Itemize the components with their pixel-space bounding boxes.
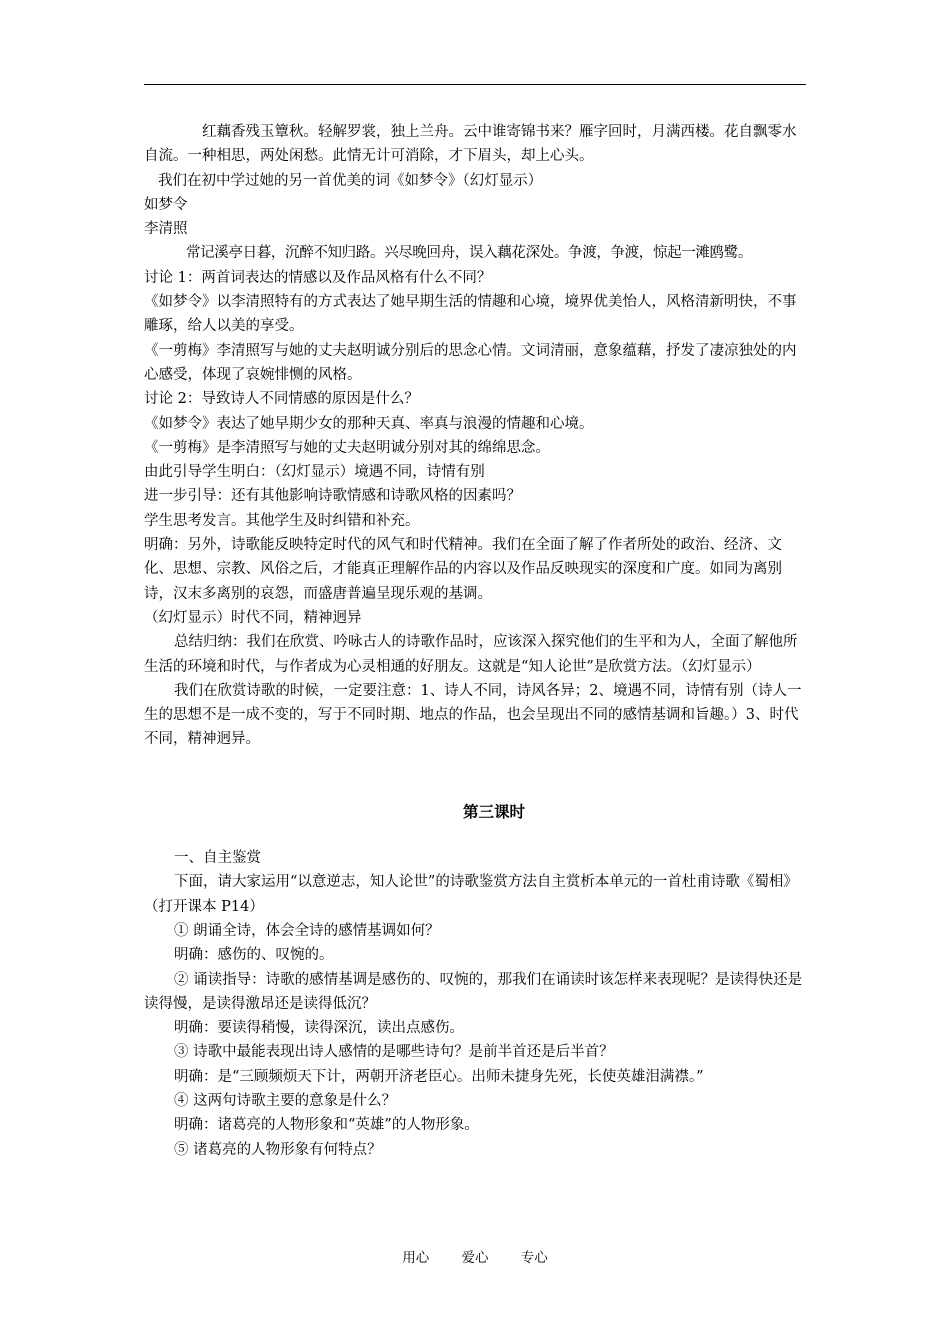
paragraph-a3: 明确：是“三顾频烦天下计，两朝开济老臣心。出师未捷身先死，长使英雄泪满襟。” bbox=[174, 1068, 704, 1085]
paragraph-q5: ⑤ 诸葛亮的人物形象有何特点？ bbox=[174, 1141, 382, 1158]
header-rule bbox=[144, 84, 806, 85]
paragraph-answer-2a: 《如梦令》表达了她早期少女的那种天真、率真与浪漫的情趣和心境。 bbox=[144, 415, 594, 432]
paragraph-intro-rumengling: 我们在初中学过她的另一首优美的词《如梦令》（幻灯显示） bbox=[158, 172, 543, 189]
paragraph-discussion-1: 讨论 1：两首词表达的情感以及作品风格有什么不同？ bbox=[144, 269, 492, 286]
paragraph-clarify-era: 明确：另外，诗歌能反映特定时代的风气和时代精神。我们在全面了解了作者所处的政治、经济、文化、思想、宗教、风俗之后，才能真正理解作品的内容以及作品反映现实的深度和广度。如同为离别诗，汉末多离别的哀怨，而盛唐普遍呈现乐观的基调。 bbox=[144, 537, 782, 602]
document-body bbox=[144, 120, 808, 1162]
paragraph-guide-2: 进一步引导：还有其他影响诗歌情感和诗歌风格的因素吗？ bbox=[144, 488, 521, 505]
paragraph-answer-1a: 《如梦令》以李清照特有的方式表达了她早期生活的情趣和心境，境界优美怡人，风格清新明快，不事雕琢，给人以美的享受。 bbox=[144, 294, 797, 335]
paragraph-poem-yijianmei: 红藕香残玉簟秋。轻解罗裳，独上兰舟。云中谁寄锦书来？雁字回时，月满西楼。花自飘零水自流。一种相思，两处闲愁。此情无计可消除，才下眉头，却上心头。 bbox=[144, 124, 797, 165]
paragraph-q4: ④ 这两句诗歌主要的意象是什么？ bbox=[174, 1092, 397, 1109]
paragraph-q3: ③ 诗歌中最能表现出诗人感情的是哪些诗句？是前半首还是后半首？ bbox=[174, 1044, 614, 1061]
paragraph-title-rumengling: 如梦令 bbox=[144, 196, 188, 213]
paragraph-student-speak: 学生思考发言。其他学生及时纠错和补充。 bbox=[144, 512, 420, 529]
paragraph-poem-rumengling: 常记溪亭日暮，沉醉不知归路。兴尽晚回舟，误入藕花深处。争渡，争渡，惊起一滩鸥鹭。 bbox=[186, 245, 752, 262]
paragraph-guide-1: 由此引导学生明白：（幻灯显示）境遇不同，诗情有别 bbox=[144, 464, 485, 481]
paragraph-slide-era: （幻灯显示）时代不同，精神迥异 bbox=[144, 609, 362, 626]
footer-item: 用心 bbox=[402, 1250, 430, 1266]
paragraph-discussion-2: 讨论 2：导致诗人不同情感的原因是什么？ bbox=[144, 391, 419, 408]
section-title: 第三课时 bbox=[462, 801, 525, 821]
paragraph-a4: 明确：诸葛亮的人物形象和“英雄”的人物形象。 bbox=[174, 1117, 479, 1134]
paragraph-self-appreciation: 一、自主鉴赏 bbox=[174, 850, 261, 867]
lesson-part-three bbox=[144, 846, 808, 1162]
paragraph-task-shuxiang: 下面，请大家运用“以意逆志，知人论世”的诗歌鉴赏方法自主赏析本单元的一首杜甫诗歌《蜀相》（打开课本 P14） bbox=[144, 874, 798, 915]
footer-item: 专心 bbox=[520, 1250, 548, 1266]
paragraph-summary: 总结归纳：我们在欣赏、吟咏古人的诗歌作品时，应该深入探究他们的生平和为人，全面了解他所生活的环境和时代，与作者成为心灵相通的好朋友。这就是“知人论世”是欣赏方法。（幻灯显示） bbox=[144, 634, 798, 675]
paragraph-q2: ② 诵读指导：诗歌的感情基调是感伤的、叹惋的，那我们在诵读时该怎样来表现呢？是读得快还是读得慢，是读得激昂还是读得低沉？ bbox=[144, 971, 803, 1012]
paragraph-q1: ① 朗诵全诗，体会全诗的感情基调如何？ bbox=[174, 922, 440, 939]
footer-item: 爱心 bbox=[461, 1250, 489, 1266]
paragraph-answer-1b: 《一剪梅》李清照写与她的丈夫赵明诚分别后的思念心情。文词清丽，意象蕴藉，抒发了凄凉独处的内心感受，体现了哀婉悱恻的风格。 bbox=[144, 342, 797, 383]
paragraph-a1: 明确：感伤的、叹惋的。 bbox=[174, 947, 334, 964]
paragraph-author-liqingzhao: 李清照 bbox=[144, 221, 188, 238]
lesson-part-two bbox=[144, 120, 808, 752]
paragraph-answer-2b: 《一剪梅》是李清照写与她的丈夫赵明诚分别对其的绵绵思念。 bbox=[144, 439, 550, 456]
paragraph-a2: 明确：要读得稍慢，读得深沉，读出点感伤。 bbox=[174, 1020, 464, 1037]
page-footer bbox=[0, 1246, 950, 1266]
paragraph-attention: 我们在欣赏诗歌的时候，一定要注意：1、诗人不同，诗风各异；2、境遇不同，诗情有别（诗人一生的思想不是一成不变的，写于不同时期、地点的作品，也会呈现出不同的感情基调和旨趣。）3、时代不同，精神迥异。 bbox=[144, 682, 802, 748]
